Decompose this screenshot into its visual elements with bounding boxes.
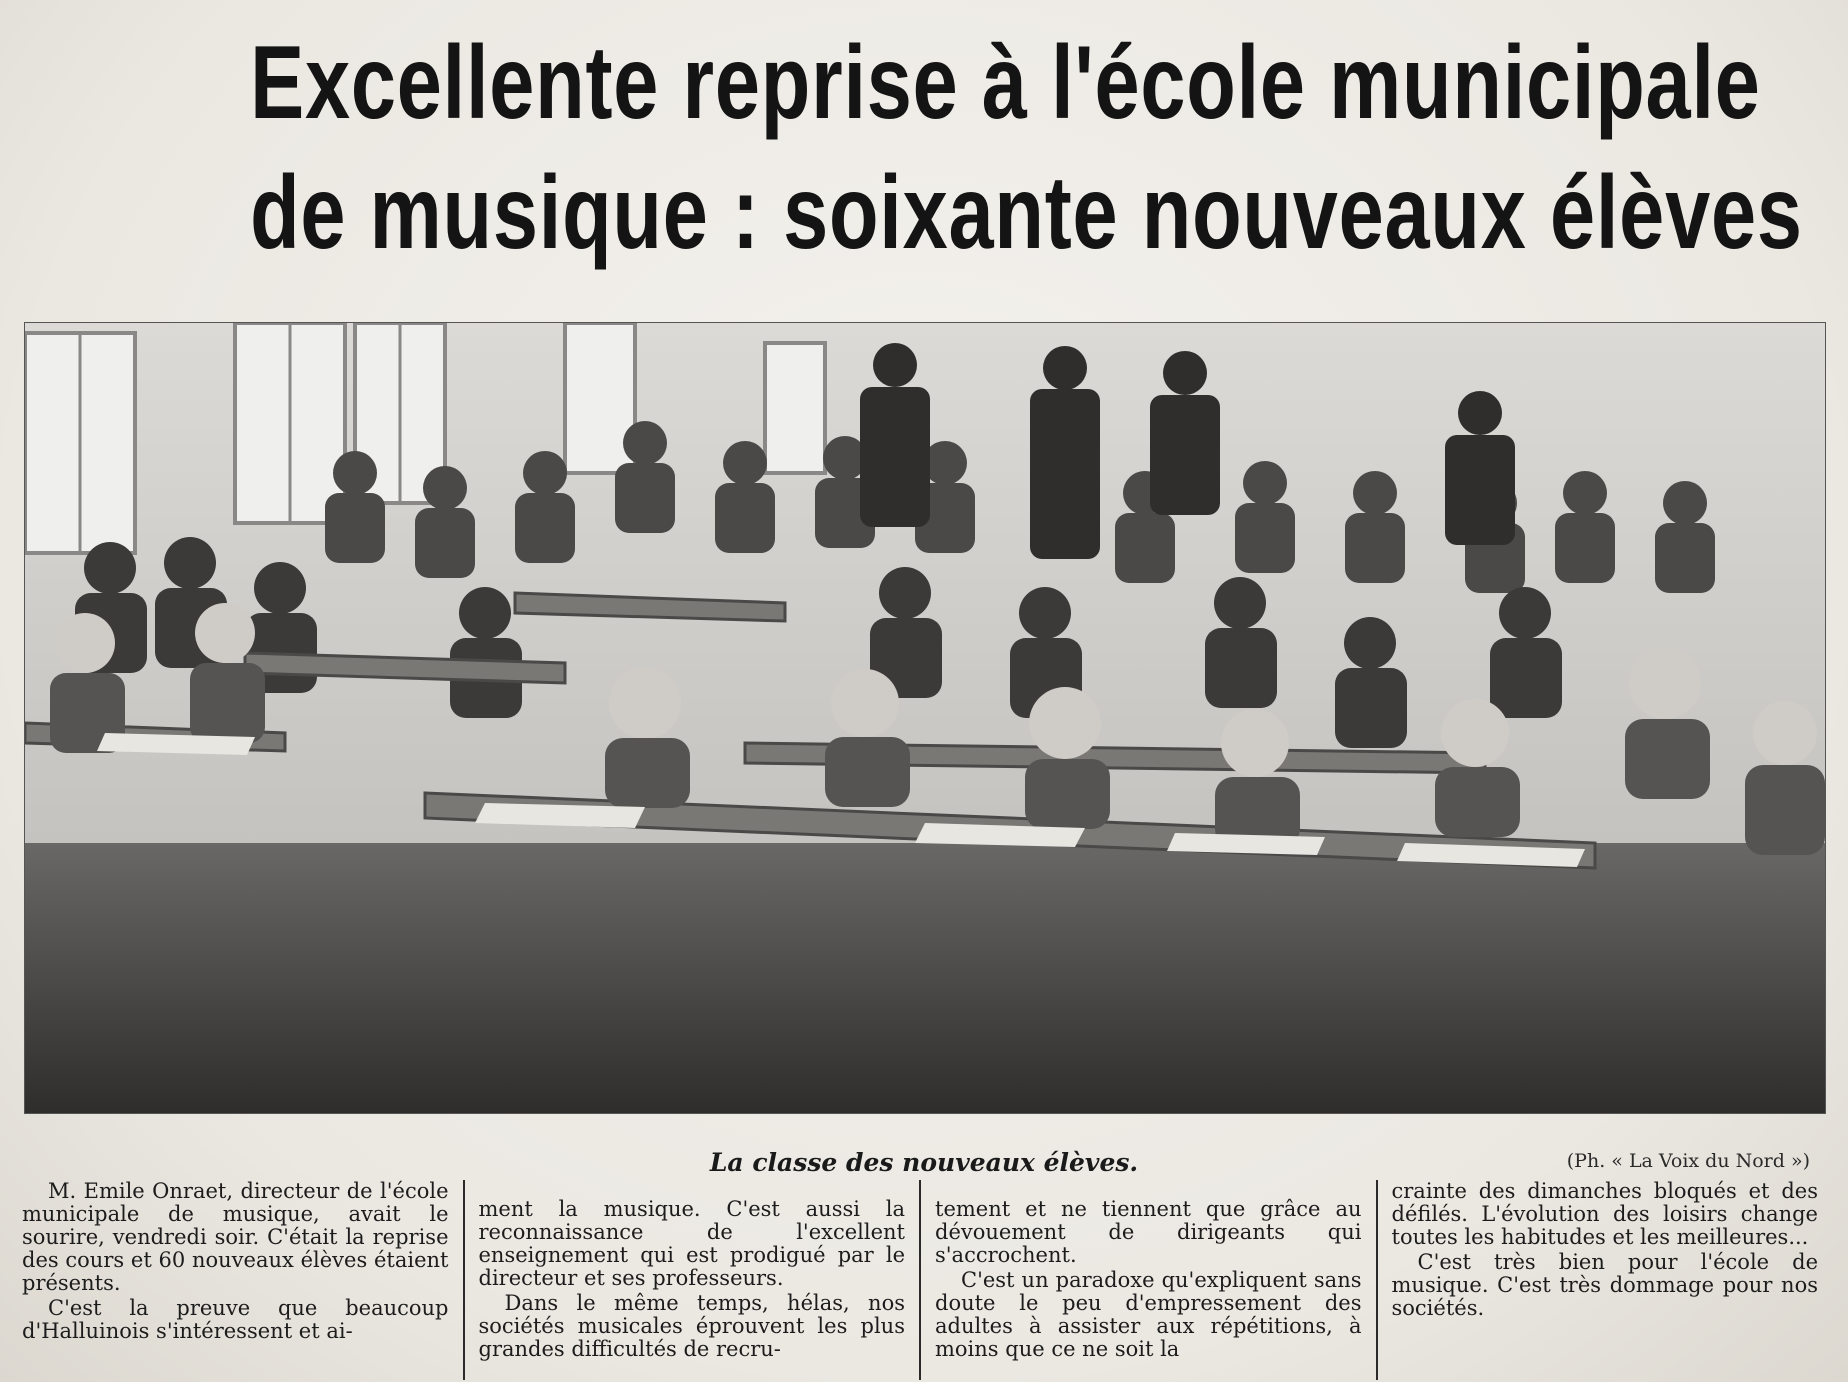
article-paragraph: crainte des dimanches bloqués et des défilés. L'évolution des loisirs change toutes les habitudes et les meilleures... [1391, 1180, 1818, 1249]
article-paragraph: M. Emile Onraet, directeur de l'école municipale de musique, avait le sourire, vendredi soir. C'était la reprise des cours et 60 nouveaux élèves étaient présents. [22, 1180, 449, 1295]
article-column-3 [919, 1180, 1376, 1380]
headline [250, 18, 1803, 278]
headline-line-2: de musique : soixante nouveaux élèves [250, 155, 1803, 271]
headline-line-1: Excellente reprise à l'école municipale [250, 25, 1761, 141]
article-paragraph: Dans le même temps, hélas, nos sociétés musicales éprouvent les plus grandes difficultés de recru- [478, 1291, 905, 1361]
article-body [22, 1180, 1832, 1380]
article-paragraph: C'est la preuve que beaucoup d'Halluinois s'intéressent et ai- [22, 1296, 449, 1343]
article-column-2 [463, 1180, 920, 1380]
classroom-photo [24, 322, 1826, 1114]
photo-credit: (Ph. « La Voix du Nord ») [1566, 1150, 1810, 1172]
article-paragraph: C'est un paradoxe qu'expliquent sans doute le peu d'empressement des adultes à assister aux répétitions, à moins que ce ne soit la [935, 1268, 1362, 1361]
classroom-photo-illustration [25, 323, 1825, 1113]
article-paragraph: C'est très bien pour l'école de musique. C'est très dommage pour nos sociétés. [1391, 1250, 1818, 1320]
article-column-1 [22, 1180, 463, 1380]
photo-caption: La classe des nouveaux élèves. [709, 1148, 1139, 1177]
article-column-4 [1376, 1180, 1833, 1380]
article-paragraph: tement et ne tiennent que grâce au dévouement de dirigeants qui s'accrochent. [935, 1197, 1362, 1267]
article-paragraph: ment la musique. C'est aussi la reconnaissance de l'excellent enseignement qui est prodigué par le directeur et ses professeurs. [478, 1197, 905, 1290]
